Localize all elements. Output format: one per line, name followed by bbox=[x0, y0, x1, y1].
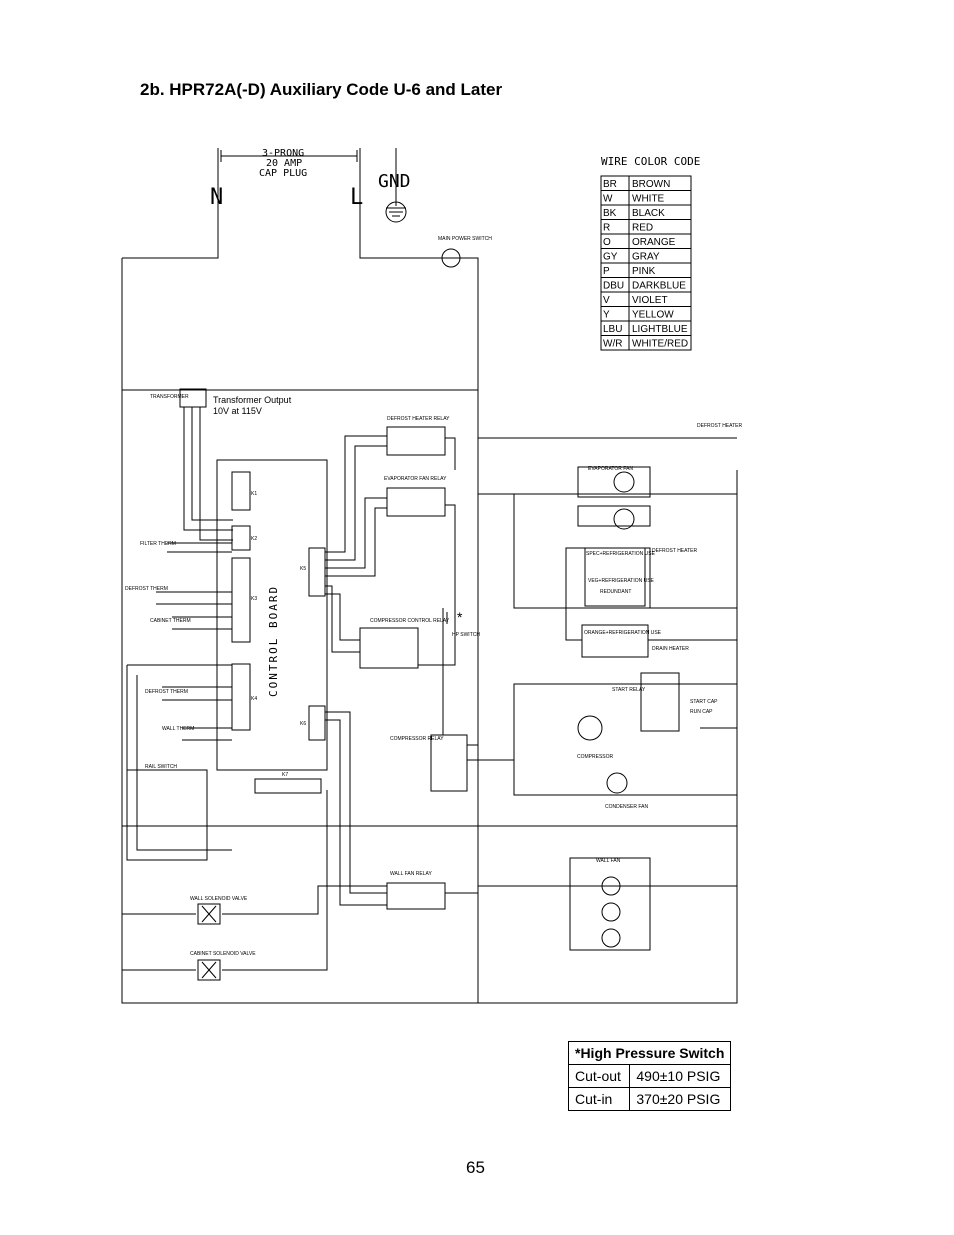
heater-use-4: ORANGE+REFRIGERATION USE bbox=[584, 630, 662, 636]
color-code-abbrev: R bbox=[603, 222, 611, 234]
compressor-symbol bbox=[578, 716, 602, 740]
evaporator-fan-relay-label: EVAPORATOR FAN RELAY bbox=[384, 476, 447, 482]
high-pressure-switch-table bbox=[568, 1041, 731, 1111]
wall-fan-3-symbol bbox=[602, 929, 620, 947]
k1-label: K1 bbox=[251, 491, 258, 497]
defrost-therm-2-label: DEFROST THERM bbox=[145, 689, 188, 695]
hp-row-value: 490±10 PSIG bbox=[630, 1065, 731, 1088]
color-code-abbrev: GY bbox=[603, 251, 618, 263]
compressor-control-relay-symbol bbox=[360, 628, 418, 668]
k7-label: K7 bbox=[282, 772, 289, 778]
rail-switch-label: RAIL SWITCH bbox=[145, 764, 178, 770]
run-cap-label: RUN CAP bbox=[690, 709, 713, 715]
color-code-abbrev: DBU bbox=[603, 280, 625, 292]
wall-fan-label: WALL FAN bbox=[596, 858, 621, 864]
neutral-label: N bbox=[210, 185, 224, 210]
color-code-name: PINK bbox=[632, 266, 656, 277]
wall-therm-label: WALL THERM bbox=[162, 726, 195, 732]
color-code-name: YELLOW bbox=[632, 309, 674, 321]
evap-fan-1-symbol bbox=[614, 472, 634, 492]
color-code-abbrev: W bbox=[603, 193, 613, 205]
transformer-output-label: Transformer Output bbox=[213, 395, 292, 405]
color-code-abbrev: Y bbox=[603, 309, 610, 321]
color-code-name: LIGHTBLUE bbox=[632, 324, 688, 335]
color-code-name: DARKBLUE bbox=[632, 280, 686, 292]
main-switch-label: MAIN POWER SWITCH bbox=[438, 236, 492, 242]
color-code-name: ORANGE bbox=[632, 237, 676, 248]
heater-use-3: REDUNDANT bbox=[600, 589, 632, 595]
condenser-fan-label: CONDENSER FAN bbox=[605, 804, 649, 810]
hp-table-header: *High Pressure Switch bbox=[569, 1042, 731, 1065]
plug-label-1: 3-PRONG bbox=[262, 148, 305, 159]
color-code-abbrev: BR bbox=[603, 179, 617, 190]
evaporator-fan-label: EVAPORATOR FAN bbox=[588, 466, 634, 472]
plug-label-2: 20 AMP bbox=[266, 158, 303, 169]
defrost-heater-relay-label: DEFROST HEATER RELAY bbox=[387, 416, 450, 422]
cabinet-therm-label: CABINET THERM bbox=[150, 618, 191, 624]
k5-label: K5 bbox=[300, 566, 307, 572]
start-relay-label: START RELAY bbox=[612, 687, 646, 693]
drain-heater-label: DRAIN HEATER bbox=[652, 646, 689, 652]
k3-label: K3 bbox=[251, 596, 258, 602]
cabinet-solenoid-label: CABINET SOLENOID VALVE bbox=[190, 951, 256, 957]
hp-row-label: Cut-out bbox=[569, 1065, 630, 1088]
heater-use-2: VEG+REFRIGERATION USE bbox=[588, 578, 654, 584]
defrost-heater-relay-symbol bbox=[387, 427, 445, 455]
color-code-abbrev: O bbox=[603, 237, 611, 248]
plug-label-3: CAP PLUG bbox=[259, 168, 308, 179]
wall-solenoid-label: WALL SOLENOID VALVE bbox=[190, 896, 248, 902]
start-relay-box bbox=[641, 673, 679, 731]
table-row bbox=[569, 1088, 731, 1111]
start-cap-label: START CAP bbox=[690, 699, 718, 705]
color-code-name: BLACK bbox=[632, 208, 665, 219]
color-code-title: WIRE COLOR CODE bbox=[601, 155, 701, 168]
line-label: L bbox=[350, 185, 364, 210]
defrost-therm-label: DEFROST THERM bbox=[125, 586, 168, 592]
defrost-heater-label: DEFROST HEATER bbox=[697, 423, 743, 429]
color-code-abbrev: V bbox=[603, 295, 610, 306]
color-code-abbrev: W/R bbox=[603, 338, 623, 350]
color-code-abbrev: LBU bbox=[603, 324, 623, 335]
transformer-label: TRANSFORMER bbox=[150, 394, 189, 400]
compressor-relay-symbol bbox=[431, 735, 467, 791]
k2-label: K2 bbox=[251, 536, 258, 542]
wall-fan-relay-symbol bbox=[387, 883, 445, 909]
heater-use-1: SPEC+REFRIGERATION USE bbox=[586, 551, 655, 557]
color-code-abbrev: BK bbox=[603, 208, 617, 219]
k4-label: K4 bbox=[251, 696, 258, 702]
color-code-name: RED bbox=[632, 222, 654, 234]
rail-switch-box bbox=[127, 770, 207, 860]
wall-fan-2-symbol bbox=[602, 903, 620, 921]
filter-therm-label: FILTER THERM bbox=[140, 541, 176, 547]
color-code-name: WHITE bbox=[632, 193, 665, 205]
color-code-name: VIOLET bbox=[632, 295, 668, 306]
color-code-name: WHITE/RED bbox=[632, 338, 689, 350]
hp-switch-label: HP SWITCH bbox=[452, 632, 480, 638]
transformer-voltage-label: 10V at 115V bbox=[213, 406, 262, 416]
compressor-control-relay-label: COMPRESSOR CONTROL RELAY bbox=[370, 618, 450, 624]
compressor-label: COMPRESSOR bbox=[577, 754, 614, 760]
k6-label: K6 bbox=[300, 721, 307, 727]
evaporator-fan-relay-symbol bbox=[387, 488, 445, 516]
color-code-name: GRAY bbox=[632, 251, 660, 263]
heater-label-right: DEFROST HEATER bbox=[652, 548, 698, 554]
condenser-fan-symbol bbox=[607, 773, 627, 793]
page-number: 65 bbox=[466, 1158, 485, 1177]
color-code-name: BROWN bbox=[632, 179, 671, 190]
ground-label: GND bbox=[378, 171, 411, 192]
page-title: 2b. HPR72A(-D) Auxiliary Code U-6 and Later bbox=[140, 80, 503, 99]
table-row bbox=[569, 1065, 731, 1088]
hp-row-label: Cut-in bbox=[569, 1088, 630, 1111]
wire-color-code bbox=[601, 155, 700, 350]
hp-row-value: 370±20 PSIG bbox=[630, 1088, 731, 1111]
wall-fan-relay-label: WALL FAN RELAY bbox=[390, 871, 432, 877]
hp-star: * bbox=[457, 609, 463, 625]
compressor-relay-label: COMPRESSOR RELAY bbox=[390, 736, 444, 742]
control-board-label: CONTROL BOARD bbox=[267, 584, 280, 697]
color-code-abbrev: P bbox=[603, 266, 610, 277]
